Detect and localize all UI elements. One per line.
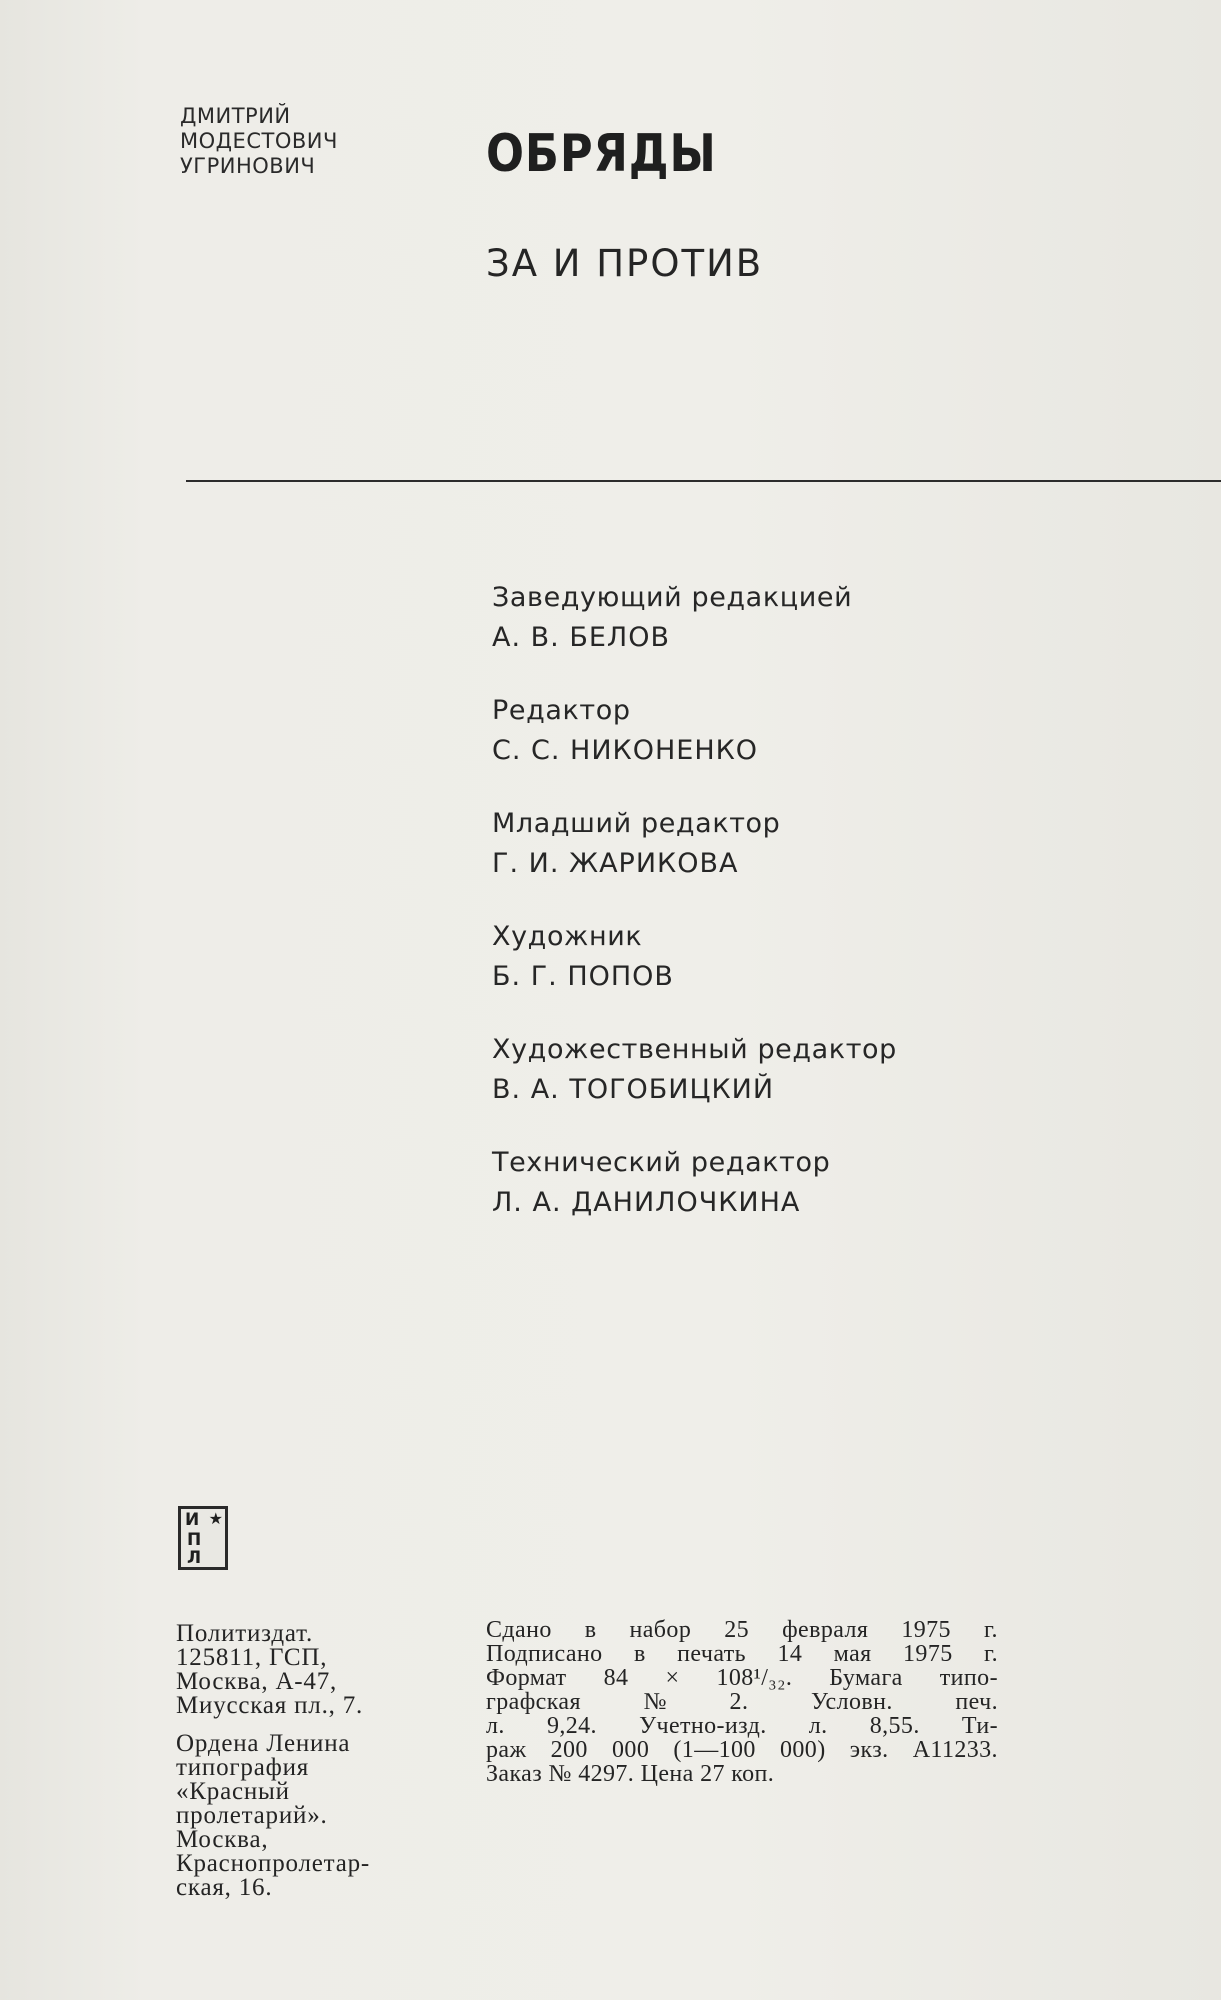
publisher-line: Москва, А-47, <box>176 1668 338 1695</box>
logo-letter: И <box>185 1510 200 1530</box>
printer-line: ская, 16. <box>176 1874 273 1901</box>
publisher-line: 125811, ГСП, <box>176 1644 328 1671</box>
print-detail-line: л. 9,24. Учетно-изд. л. 8,55. Ти- <box>486 1713 998 1739</box>
logo-letter: Л <box>187 1548 202 1568</box>
book-title: ОБРЯДЫ <box>486 124 717 184</box>
printer-line: Москва, <box>176 1826 269 1853</box>
print-detail-line: графская № 2. Условн. печ. <box>486 1689 998 1715</box>
publisher-logo-icon <box>178 1506 228 1570</box>
publisher-line: Политиздат. <box>176 1620 314 1647</box>
author-surname: УГРИНОВИЧ <box>180 154 316 178</box>
printer-line: Ордена Ленина <box>176 1730 351 1757</box>
printer-line: «Красный <box>176 1778 290 1805</box>
credit-role: Художественный редактор <box>492 1034 897 1065</box>
credit-role: Заведующий редакцией <box>492 582 853 613</box>
credit-role: Технический редактор <box>492 1147 831 1178</box>
horizontal-rule <box>186 480 1221 482</box>
author-name <box>180 104 430 179</box>
credit-name: Г. И. ЖАРИКОВА <box>492 848 739 879</box>
printer-address <box>176 1732 476 1900</box>
logo-star-icon: ★ <box>208 1509 223 1528</box>
print-detail-line: Подписано в печать 14 мая 1975 г. <box>486 1641 998 1667</box>
credit-role: Редактор <box>492 695 631 726</box>
credit-entry <box>492 691 1192 771</box>
print-detail-line: раж 200 000 (1—100 000) экз. А11233. <box>486 1737 998 1763</box>
author-first-name: ДМИТРИЙ <box>180 104 291 128</box>
credit-entry <box>492 1143 1192 1223</box>
printer-line: Краснопролетар- <box>176 1850 371 1877</box>
credit-name: Б. Г. ПОПОВ <box>492 961 674 992</box>
credit-name: А. В. БЕЛОВ <box>492 622 670 653</box>
credit-role: Художник <box>492 921 643 952</box>
credit-name: С. С. НИКОНЕНКО <box>492 735 759 766</box>
print-detail-line: Формат 84 × 108¹/₃₂. Бумага типо- <box>486 1665 998 1691</box>
credit-entry <box>492 917 1192 997</box>
credit-entry <box>492 804 1192 884</box>
credit-role: Младший редактор <box>492 808 781 839</box>
publisher-address <box>176 1622 476 1718</box>
logo-letter: П <box>187 1530 202 1550</box>
credit-entry <box>492 1030 1192 1110</box>
credit-name: Л. А. ДАНИЛОЧКИНА <box>492 1187 801 1218</box>
author-patronymic: МОДЕСТОВИЧ <box>180 129 338 153</box>
print-details <box>486 1618 998 1786</box>
credit-name: В. А. ТОГОБИЦКИЙ <box>492 1074 775 1105</box>
print-detail-line: Сдано в набор 25 февраля 1975 г. <box>486 1617 998 1643</box>
printer-line: пролетарий». <box>176 1802 328 1829</box>
credit-entry <box>492 578 1192 658</box>
credits-list <box>492 578 1192 1256</box>
book-subtitle: ЗА И ПРОТИВ <box>486 242 764 285</box>
imprint-block <box>176 1622 476 1914</box>
print-detail-line: Заказ № 4297. Цена 27 коп. <box>486 1761 775 1787</box>
publisher-line: Миусская пл., 7. <box>176 1692 364 1719</box>
printer-line: типография <box>176 1754 310 1781</box>
